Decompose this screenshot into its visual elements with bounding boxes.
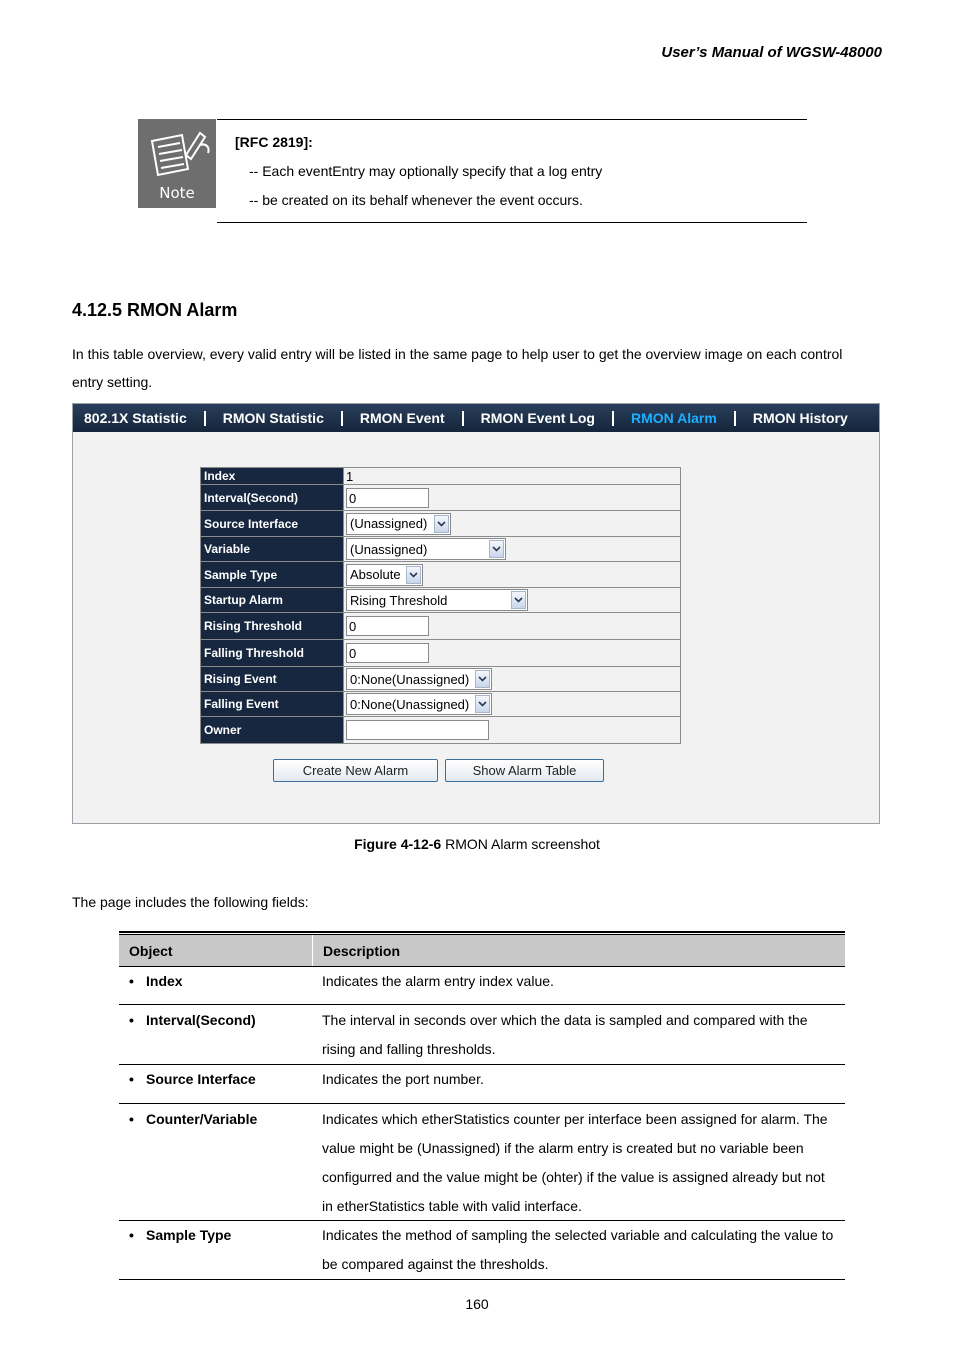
rising-event-label: Rising Event — [201, 667, 344, 691]
alarm-form — [200, 467, 681, 744]
note-label: Note — [159, 184, 195, 202]
table-row — [119, 1005, 845, 1065]
tab-rmon-statistic[interactable]: RMON Statistic — [222, 410, 324, 426]
tab-separator — [612, 411, 614, 426]
tab-separator — [462, 411, 464, 426]
index-label: Index — [201, 468, 344, 484]
interval-label: Interval(Second) — [201, 485, 344, 510]
row-object: Index — [146, 973, 183, 989]
tab-separator — [734, 411, 736, 426]
startup-alarm-value: Rising Threshold — [350, 592, 448, 608]
index-value: 1 — [346, 468, 354, 484]
interval-input[interactable]: 0 — [346, 488, 429, 508]
variable-value: (Unassigned) — [350, 541, 428, 557]
rising-threshold-input[interactable]: 0 — [346, 616, 429, 636]
chevron-down-icon — [475, 695, 490, 713]
rising-event-select[interactable] — [346, 668, 492, 690]
chevron-down-icon — [475, 670, 490, 688]
form-row-rising-event — [201, 667, 680, 692]
table-row — [119, 966, 845, 1005]
falling-threshold-input[interactable]: 0 — [346, 643, 429, 663]
table-row — [119, 1104, 845, 1221]
table-row — [119, 1221, 845, 1280]
row-object: Counter/Variable — [146, 1111, 258, 1127]
header-object: Object — [129, 942, 173, 959]
figure-number: Figure 4-12-6 — [354, 836, 442, 852]
row-description: Indicates the method of sampling the selected variable and calculating the value to be compared against the thresholds. — [322, 1227, 834, 1272]
form-row-falling-event — [201, 692, 680, 717]
chevron-down-icon — [489, 540, 504, 558]
create-new-alarm-button[interactable]: Create New Alarm — [273, 759, 438, 782]
note-icon — [138, 119, 216, 208]
rmon-alarm-screenshot — [72, 403, 880, 824]
note-line: -- Each eventEntry may optionally specify that a log entry — [249, 163, 603, 179]
bullet: • — [129, 1227, 134, 1243]
tab-rmon-event-log[interactable]: RMON Event Log — [480, 410, 595, 426]
sample-type-value: Absolute — [350, 567, 401, 582]
variable-select[interactable] — [346, 538, 506, 560]
note-bottom-rule — [217, 222, 807, 223]
source-interface-value: (Unassigned) — [350, 516, 428, 531]
table-top-rule — [119, 931, 845, 933]
figure-text: RMON Alarm screenshot — [441, 836, 600, 852]
sample-type-select[interactable] — [346, 564, 423, 586]
row-object: Interval(Second) — [146, 1012, 256, 1028]
figure-caption — [0, 836, 954, 852]
document-header-title: User’s Manual of WGSW-48000 — [661, 44, 882, 61]
falling-event-value: 0:None(Unassigned) — [350, 696, 470, 712]
note-title: [RFC 2819]: — [235, 134, 313, 150]
startup-alarm-label: Startup Alarm — [201, 588, 344, 612]
chevron-down-icon — [511, 591, 526, 609]
intro-paragraph-line: entry setting. — [72, 374, 153, 390]
note-top-rule — [217, 119, 807, 120]
rising-threshold-label: Rising Threshold — [201, 613, 344, 639]
startup-alarm-select[interactable] — [346, 589, 528, 611]
intro-paragraph-line: In this table overview, every valid entry will be listed in the same page to help user to get the overview image on each control — [72, 346, 843, 362]
page-number: 160 — [465, 1296, 489, 1312]
tab-rmon-history[interactable]: RMON History — [752, 410, 848, 426]
form-row-source-interface — [201, 511, 680, 537]
owner-input[interactable] — [346, 720, 489, 740]
row-description: Indicates the alarm entry index value. — [322, 973, 554, 989]
note-line: -- be created on its behalf whenever the event occurs. — [249, 192, 583, 208]
row-description: Indicates which etherStatistics counter per interface been assigned for alarm. The value might be (Unassigned) if the alarm entry is created but no variable been configurred and the value might be (ohter) if the value is assigned already but not in etherStatistics table with valid interface. — [322, 1111, 828, 1214]
row-object: Sample Type — [146, 1227, 232, 1243]
tab-8021x-statistic[interactable]: 802.1X Statistic — [84, 410, 187, 426]
source-interface-label: Source Interface — [201, 511, 344, 536]
bullet: • — [129, 973, 134, 989]
tab-rmon-alarm[interactable]: RMON Alarm — [631, 410, 717, 426]
form-row-variable — [201, 537, 680, 562]
chevron-down-icon — [434, 515, 449, 533]
show-alarm-table-button[interactable]: Show Alarm Table — [445, 759, 604, 782]
fields-intro: The page includes the following fields: — [72, 894, 309, 910]
falling-event-label: Falling Event — [201, 692, 344, 716]
form-row-falling-threshold — [201, 640, 680, 667]
bullet: • — [129, 1012, 134, 1028]
tab-separator — [204, 411, 206, 426]
tab-bar — [73, 404, 879, 432]
owner-label: Owner — [201, 717, 344, 743]
form-row-rising-threshold — [201, 613, 680, 640]
bullet: • — [129, 1111, 134, 1127]
variable-label: Variable — [201, 537, 344, 561]
falling-event-select[interactable] — [346, 693, 492, 715]
bullet: • — [129, 1071, 134, 1087]
table-header — [119, 935, 845, 966]
header-description: Description — [312, 935, 845, 966]
row-object: Source Interface — [146, 1071, 256, 1087]
falling-threshold-label: Falling Threshold — [201, 640, 344, 666]
tab-rmon-event[interactable]: RMON Event — [359, 410, 445, 426]
notepad-pencil-icon — [138, 119, 216, 189]
row-description: The interval in seconds over which the data is sampled and compared with the rising and falling thresholds. — [322, 1012, 808, 1057]
form-row-startup-alarm — [201, 588, 680, 613]
source-interface-select[interactable] — [346, 513, 451, 535]
form-row-index — [201, 468, 680, 485]
fields-table — [119, 931, 845, 1280]
form-row-owner — [201, 717, 680, 743]
form-row-interval — [201, 485, 680, 511]
row-description: Indicates the port number. — [322, 1071, 484, 1087]
table-row — [119, 1065, 845, 1104]
rising-event-value: 0:None(Unassigned) — [350, 671, 470, 687]
form-row-sample-type — [201, 562, 680, 588]
tab-separator — [341, 411, 343, 426]
chevron-down-icon — [406, 566, 421, 584]
section-heading: 4.12.5 RMON Alarm — [72, 300, 238, 320]
sample-type-label: Sample Type — [201, 562, 344, 587]
